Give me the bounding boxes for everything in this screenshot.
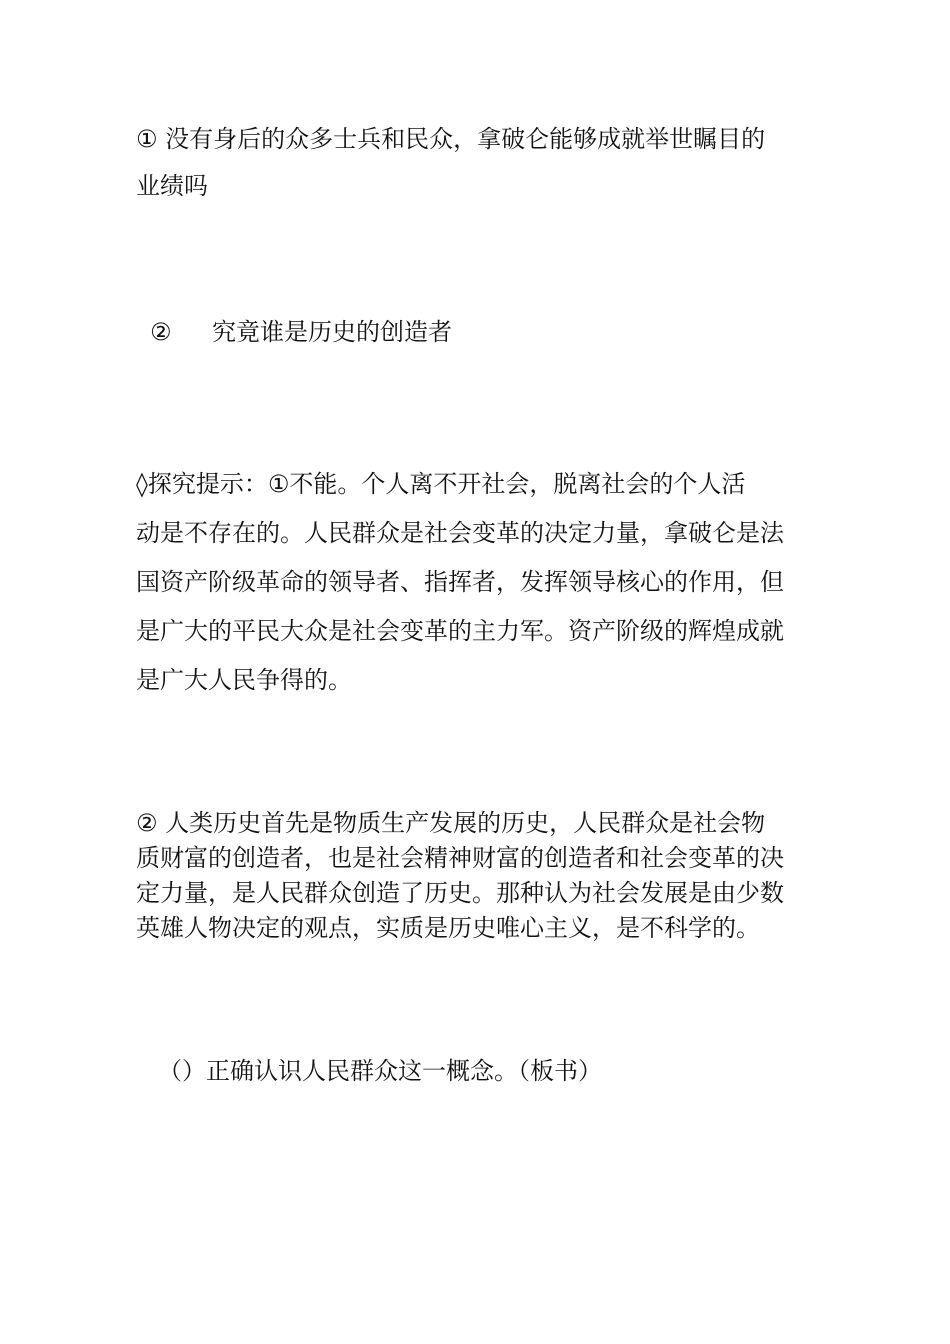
board-note-text: （）正确认识人民群众这一概念。（板书） <box>158 1057 602 1085</box>
question-1 <box>136 116 831 210</box>
question-2 <box>150 312 845 352</box>
hint-line-2: 动是不存在的。人民群众是社会变革的决定力量，拿破仑是法 <box>136 519 784 547</box>
answer-2-line-4: 英雄人物决定的观点，实质是历史唯心主义，是不科学的。 <box>136 914 760 942</box>
question-1-line-1: ① 没有身后的众多士兵和民众，拿破仑能够成就举世瞩目的 <box>136 125 766 153</box>
question-1-line-2: 业绩吗 <box>136 172 208 200</box>
hint-line-3: 国资产阶级革命的领导者、指挥者，发挥领导核心的作用，但 <box>136 568 784 596</box>
answer-2-line-2: 质财富的创造者，也是社会精神财富的创造者和社会变革的决 <box>136 844 784 872</box>
answer-2 <box>136 806 831 946</box>
exploration-hint <box>136 460 831 705</box>
board-note <box>158 1052 853 1090</box>
question-2-text: 究竟谁是历史的创造者 <box>212 318 452 346</box>
answer-2-line-3: 定力量，是人民群众创造了历史。那种认为社会发展是由少数 <box>136 879 784 907</box>
hint-line-4: 是广大的平民大众是社会变革的主力军。资产阶级的辉煌成就 <box>136 617 784 645</box>
question-2-marker: ② <box>150 318 172 346</box>
hint-line-5: 是广大人民争得的。 <box>136 666 352 694</box>
hint-line-1: ◊探究提示：①不能。个人离不开社会，脱离社会的个人活 <box>136 470 746 498</box>
answer-2-line-1: ② 人类历史首先是物质生产发展的历史，人民群众是社会物 <box>136 809 766 837</box>
